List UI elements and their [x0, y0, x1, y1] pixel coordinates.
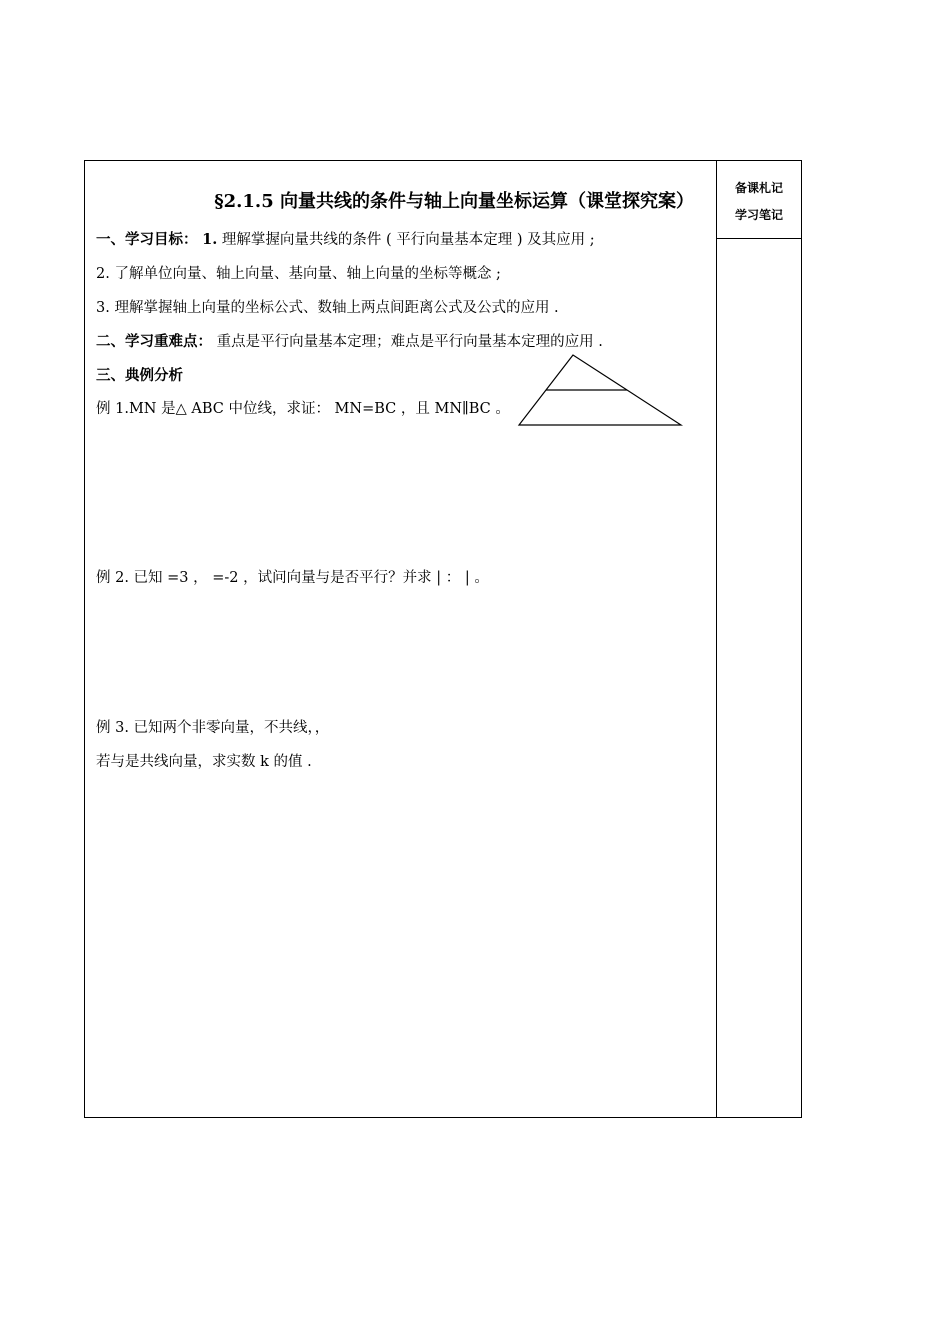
objective-1-number: 1. — [202, 231, 218, 248]
notes-column-divider — [716, 161, 717, 1117]
objective-3: 3. 理解掌握轴上向量的坐标公式、数轴上两点间距离公式及公式的应用 . — [96, 300, 559, 316]
notes-label-lesson-prep: 备课札记 — [734, 181, 783, 195]
example-2: 例 2. 已知 =3 ， =-2 ，试问向量与是否平行？并求 | ： | 。 — [96, 570, 489, 586]
example-3-line-2: 若与是共线向量，求实数 k 的值 . — [96, 754, 312, 770]
objectives-heading: 一、学习目标： — [96, 231, 198, 248]
triangle-midline-figure — [517, 353, 687, 429]
example-3-line-1: 例 3. 已知两个非零向量，不共线，， — [96, 720, 330, 736]
key-points-line — [96, 330, 603, 351]
examples-heading: 三、典例分析 — [96, 367, 183, 384]
objective-1-text: 理解掌握向量共线的条件 ( 平行向量基本定理 ) 及其应用 ; — [221, 232, 595, 248]
objectives-line — [96, 228, 595, 249]
page-title: §2.1.5 向量共线的条件与轴上向量坐标运算（课堂探究案） — [214, 191, 694, 212]
example-1: 例 1.MN 是△ ABC 中位线，求证： MN=BC ，且 MN∥BC 。 — [96, 401, 510, 417]
key-points-heading: 二、学习重难点： — [96, 333, 212, 350]
objective-2: 2. 了解单位向量、轴上向量、基向量、轴上向量的坐标等概念 ; — [96, 266, 501, 282]
notes-label-study-notes: 学习笔记 — [734, 208, 783, 222]
key-points-text: 重点是平行向量基本定理；难点是平行向量基本定理的应用 . — [216, 334, 603, 350]
worksheet-frame — [84, 160, 802, 1118]
notes-header-divider — [716, 238, 802, 239]
